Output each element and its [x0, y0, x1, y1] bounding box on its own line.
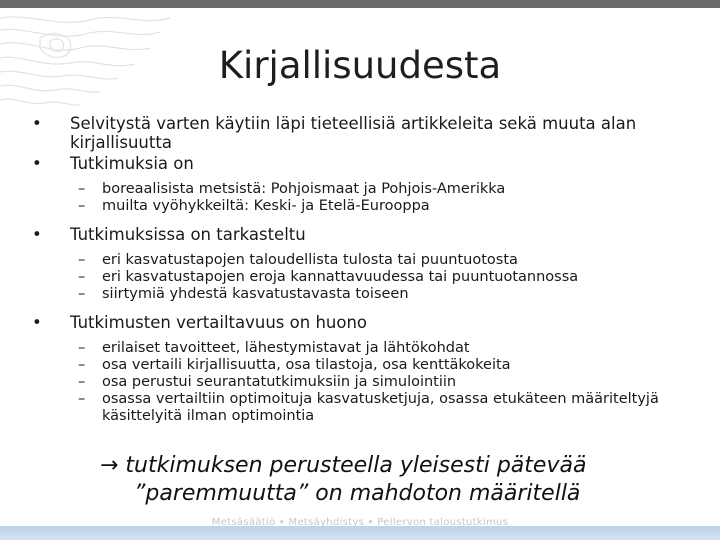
sub-text: osassa vertailtiin optimoituja kasvatusketjuja, osassa etukäteen määriteltyjä käsittelyitä ilman optimointia: [102, 391, 659, 424]
sub-dash: –: [78, 181, 86, 197]
bullet-list: [32, 114, 692, 425]
bullet-text: Selvitystä varten käytiin läpi tieteellisiä artikkeleita sekä muuta alan kirjallisuutta: [70, 114, 637, 152]
sub-dash: –: [78, 269, 86, 285]
conclusion-line: ”paremmuutta” on mahdoton määritellä: [134, 481, 581, 506]
bullet-item: [32, 225, 692, 244]
sub-dash: –: [78, 374, 86, 390]
bullet-item: [32, 154, 692, 173]
bullet-dot: •: [32, 225, 42, 244]
bullet-text: Tutkimuksissa on tarkasteltu: [70, 225, 306, 244]
sub-text: osa perustui seurantatutkimuksiin ja simulointiin: [102, 374, 457, 390]
sub-dash: –: [78, 340, 86, 356]
sub-dash: –: [78, 357, 86, 373]
footer-bar: [0, 526, 720, 540]
top-bar: [0, 0, 720, 8]
sub-text: eri kasvatustapojen taloudellista tulosta tai puuntuotosta: [102, 252, 518, 268]
conclusion-text: [100, 452, 660, 508]
footer-text: Metsäsäätiö • Metsäyhdistys • Pellervon taloustutkimus: [211, 517, 509, 528]
sub-text: siirtymiä yhdestä kasvatustavasta toiseen: [102, 286, 409, 302]
sub-item: [32, 269, 692, 286]
bullet-text: Tutkimusten vertailtavuus on huono: [70, 313, 367, 332]
sub-item: [32, 181, 692, 198]
sub-item: [32, 286, 692, 303]
sub-item: [32, 374, 692, 391]
conclusion-line: → tutkimuksen perusteella yleisesti pätevää: [100, 453, 587, 478]
bullet-item: [32, 313, 692, 332]
bullet-dot: •: [32, 154, 42, 173]
sub-text: eri kasvatustapojen eroja kannattavuudessa tai puuntuotannossa: [102, 269, 579, 285]
sub-item: [32, 252, 692, 269]
sub-text: boreaalisista metsistä: Pohjoismaat ja Pohjois-Amerikka: [102, 181, 506, 197]
bullet-dot: •: [32, 114, 42, 133]
sub-text: muilta vyöhykkeiltä: Keski- ja Etelä-Eurooppa: [102, 198, 430, 214]
sub-dash: –: [78, 198, 86, 214]
sub-text: erilaiset tavoitteet, lähestymistavat ja lähtökohdat: [102, 340, 470, 356]
sub-item: [32, 340, 692, 357]
sub-item: [32, 357, 692, 374]
sub-item: [32, 198, 692, 215]
bullet-text: Tutkimuksia on: [70, 154, 194, 173]
bullet-item: [32, 114, 692, 152]
slide-title: Kirjallisuudesta: [218, 44, 502, 87]
sub-dash: –: [78, 286, 86, 302]
bullet-dot: •: [32, 313, 42, 332]
sub-item: [32, 391, 692, 425]
sub-dash: –: [78, 391, 86, 407]
sub-dash: –: [78, 252, 86, 268]
sub-text: osa vertaili kirjallisuutta, osa tilastoja, osa kenttäkokeita: [102, 357, 511, 373]
